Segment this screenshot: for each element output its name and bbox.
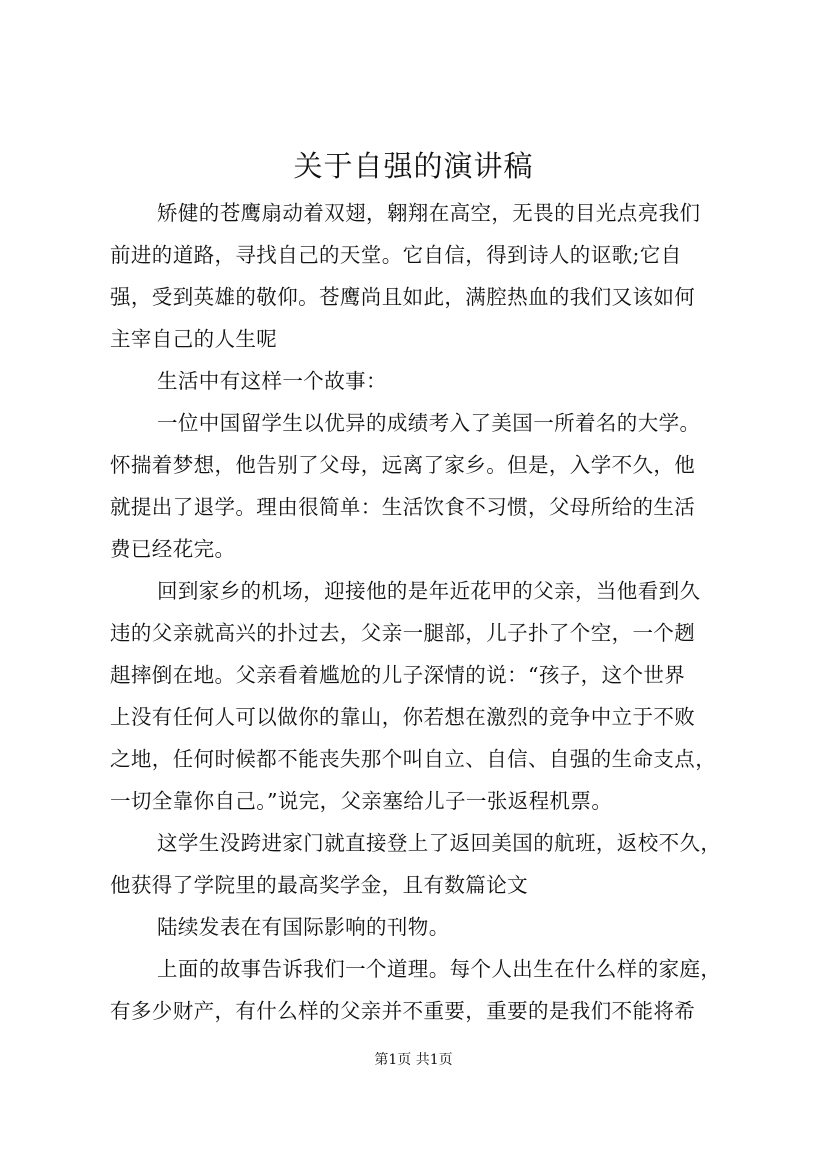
text-line: 生活中有这样一个故事： <box>157 369 387 393</box>
text-line: 费已经花完。 <box>110 537 236 561</box>
text-line: 陆续发表在有国际影响的刊物。 <box>157 915 450 939</box>
text-line: 前进的道路，寻找自己的天堂。它自信，得到诗人的讴歌;它自 <box>110 243 682 267</box>
text-line: 趄摔倒在地。父亲看着尴尬的儿子深情的说：“孩子，这个世界 <box>110 663 686 687</box>
text-line: 强，受到英雄的敬仰。苍鹰尚且如此，满腔热血的我们又该如何 <box>110 285 696 309</box>
document-title: 关于自强的演讲稿 <box>293 149 534 183</box>
text-line: 违的父亲就高兴的扑过去，父亲一腿部，儿子扑了个空，一个趔 <box>110 621 696 645</box>
text-line: 这学生没跨进家门就直接登上了返回美国的航班，返校不久， <box>157 831 722 855</box>
page-footer: 第1页 共1页 <box>374 1052 453 1068</box>
text-line: 一切全靠你自己。”说完，父亲塞给儿子一张返程机票。 <box>110 789 613 813</box>
text-line: 怀揣着梦想，他告别了父母，远离了家乡。但是，入学不久，他 <box>110 453 696 477</box>
text-line: 之地，任何时候都不能丧失那个叫自立、自信、自强的生命支点， <box>110 747 717 771</box>
text-line: 主宰自己的人生呢 <box>110 327 278 351</box>
text-line: 他获得了学院里的最高奖学金，且有数篇论文 <box>110 873 528 897</box>
text-line: 就提出了退学。理由很简单：生活饮食不习惯，父母所给的生活 <box>110 495 696 519</box>
text-line: 上没有任何人可以做你的靠山，你若想在激烈的竞争中立于不败 <box>110 705 696 729</box>
text-line: 矫健的苍鹰扇动着双翅，翱翔在高空，无畏的目光点亮我们 <box>157 201 701 225</box>
text-line: 一位中国留学生以优异的成绩考入了美国一所着名的大学。 <box>157 411 701 435</box>
text-line: 上面的故事告诉我们一个道理。每个人出生在什么样的家庭， <box>157 957 722 981</box>
text-line: 回到家乡的机场，迎接他的是年近花甲的父亲，当他看到久 <box>157 579 701 603</box>
text-line: 有多少财产，有什么样的父亲并不重要，重要的是我们不能将希 <box>110 999 696 1023</box>
